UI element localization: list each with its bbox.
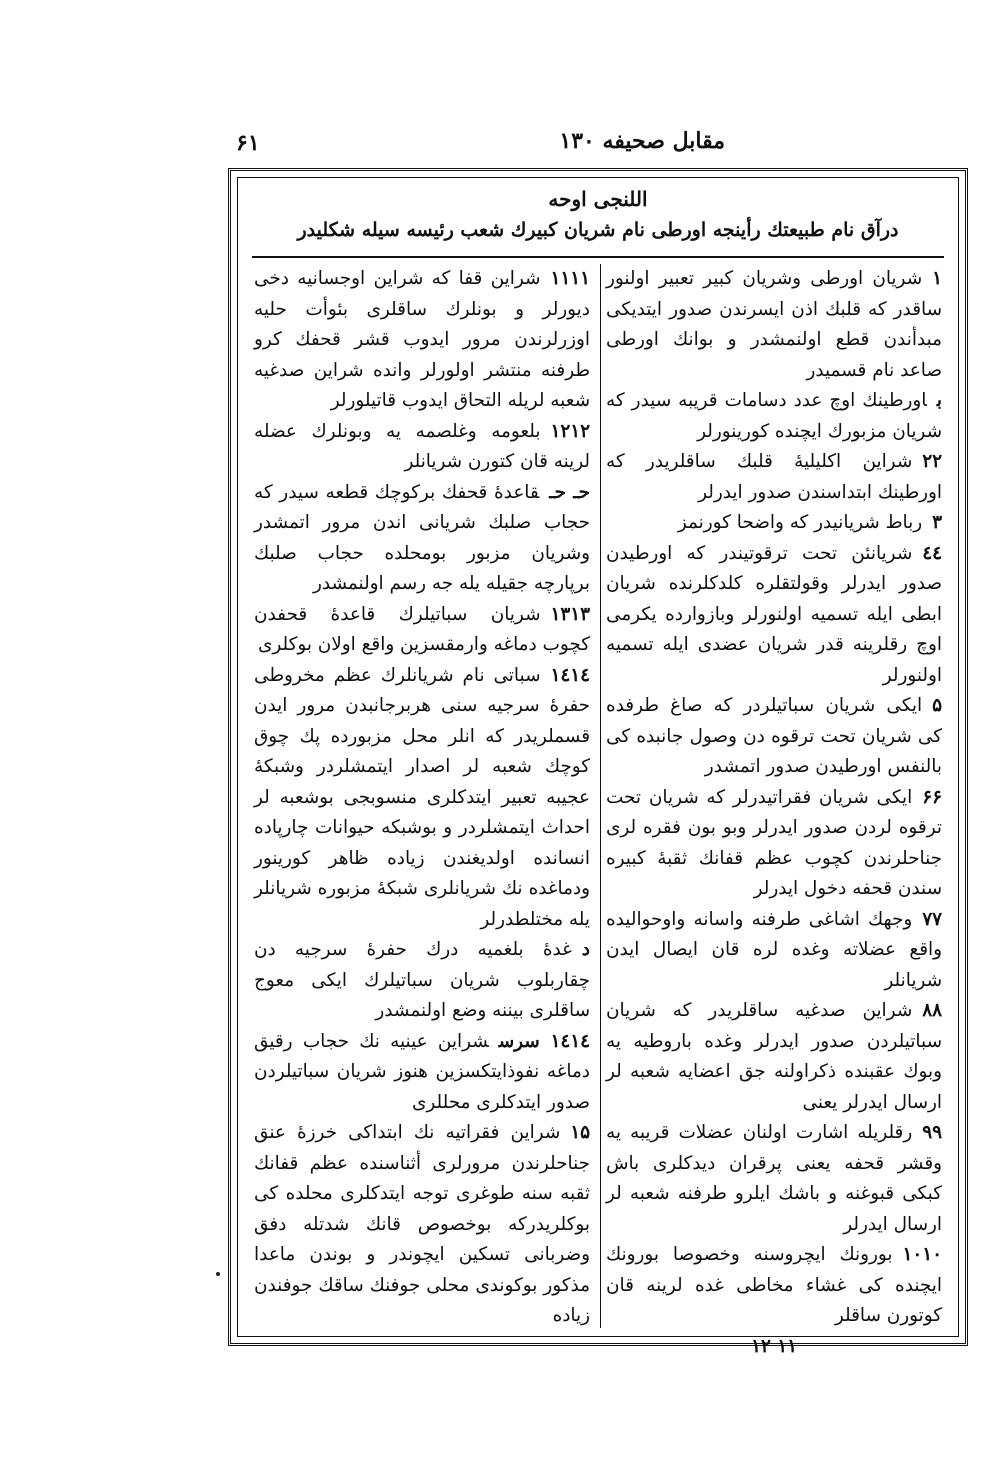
entry	[606, 386, 942, 447]
entry-number: ۱	[932, 268, 942, 289]
entry	[606, 691, 942, 783]
entry-text: شراین فقراتیه نك ابتداكی خرزهٔ عنق جناحلرندن مرورلری أثناسنده عظم قفانك ثقبه سنه طوغری توجه ایتدكلری محلده كی بوكلریدركه بوخصوص قانك شدتله دفق وضربانی تسكین ایچوندر و بوندن ماعدا مذكور بوكوندی محلی جوفنك ساقك جوفندن زیاده	[254, 1122, 590, 1326]
entry-text: شراین عینیه نك حجاب رقیق دماغه نفوذایتكسزین هنوز شریان سباتیلردن صدور ایتدكلری محللری	[254, 1030, 590, 1113]
entry	[606, 508, 942, 539]
entry-number: ۵	[932, 695, 942, 716]
entry-text: شراین قفا كه شراین اوجسانیه دخی دیورلر و بونلرك ساقلری بئوأت حلیه اوزرلرندن مرور ایدوب قشر قحفك كرو طرفنه منتشر اولورلر وانده شراین صدغیه شعبه لریله التحاق ایدوب قاتیلورلر	[254, 268, 590, 411]
entry	[254, 935, 590, 1027]
entry-number: د	[581, 939, 590, 960]
entry	[606, 905, 942, 997]
entry-number: ۱٤۱٤	[550, 664, 590, 686]
entry-text: شراین صدغیه ساقلریدر كه شریان سباتیلردن صدور ایدرلر وغده باروطیه یه وبوك عقبنده ذكراولنه جق اعضایه شعبه لر ارسال ایدرلر یعنی	[606, 1000, 942, 1113]
entry	[254, 264, 590, 417]
entry	[606, 996, 942, 1118]
entry	[254, 1118, 590, 1332]
entry-text: شراین اكلیلیهٔ قلبك ساقلریدر كه اورطینك ابتداسندن صدور ایدرلر	[606, 451, 942, 503]
entry-text: رباط شریانیدر كه واضحا كورنمز	[677, 512, 923, 533]
page-number: ۶۱	[236, 130, 260, 156]
entry-text: شریان اورطی وشریان كبیر تعبیر اولنور ساقدر كه قلبك اذن ایسرندن صدور ایتدیكی مبدأندن قطع اولنمشدر و بوانك اورطی صاعد نام قسمیدر	[606, 268, 942, 381]
text-columns	[248, 264, 948, 1357]
entry	[606, 447, 942, 508]
entry-text: رقلریله اشارت اولنان عضلات قریبه یه وقشر قحفه یعنی پرقران دیدكلری باش كبكی قبوغنه و باشك ایلرو طرفنه شعبه لر ارسال ایدرلر	[606, 1122, 942, 1235]
entry-number: ۳	[932, 512, 942, 533]
entry-text: ایكی شریان سباتیلردر كه صاغ طرفده كی شریان تحت ترقوه دن وصول جانبده كی بالنفس اورطیدن صدور اتمشدر	[606, 695, 942, 777]
entry-number: ۱۲۱۲	[550, 420, 590, 442]
entry-text: شریانئن تحت ترقوتیندر كه اورطیدن صدور ایدرلر وقولتقلره كلدكلرنده شریان ابطی ایله تسمیه اولنورلر وبازوارده یكرمی اوچ رقلرینه قدر شریان عضدی ایله تسمیه اولنورلر	[606, 542, 942, 686]
entry-number: ۱۵	[570, 1122, 590, 1143]
entry	[254, 417, 590, 478]
entry	[606, 1118, 942, 1240]
entry	[254, 478, 590, 600]
entry-number: ۸۸	[922, 1000, 942, 1021]
entry-text: وجهك اشاغی طرفنه واسانه واوحوالیده واقع عضلاته وغده لره قان ایصال ایدن شریانلر	[606, 908, 942, 991]
right-column	[600, 264, 948, 1357]
entry-number: ۷۷	[922, 908, 942, 930]
entry-text: سباتی نام شریانلرك عظم مخروطی حفرهٔ سرجیه سنی هربرجانبدن مرور ایدن قسملریدر كه انلر محل مزبورده پك چوق كوچك شعبه لر اصدار ایتمشلردر وشبكهٔ عجیبه تعبیر ایتدكلری منسوبجی بوشعبه لر احداث ایتمشلردر و بوشبكه حیوانات چارپاده انسانده اولدیغندن زیاده ظاهر كورینور ودماغده نك شریانلری شبكهٔ مزبوره شریانلر یله مختلطدرلر	[254, 664, 590, 930]
entry-number: ب	[936, 390, 942, 411]
entry	[606, 1332, 942, 1363]
entry-text: اورطینك اوچ عدد دسامات قریبه سیدر كه شریان مزبورك ایچنده كورینورلر	[606, 390, 942, 442]
column-divider	[600, 264, 601, 1328]
entry-number: ۱۳۱۳	[550, 603, 590, 625]
plate-frame-inner	[237, 177, 959, 1357]
entry-number: ۲۲	[922, 451, 942, 472]
entry-text: بلعومه وغلصمه یه وبونلرك عضله لرینه قان كتورن شریانلر	[254, 420, 590, 472]
plate-heading	[252, 184, 944, 258]
entry-text: ۱۱ ۱۲	[751, 1335, 797, 1357]
entry-number: ۶۶	[922, 786, 942, 808]
left-column	[248, 264, 596, 1328]
entry-text: قاعدهٔ قحفك بركوچك قطعه سیدر كه حجاب صلبك شریانی اندن مرور اتمشدر وشریان مزبور بومحلده حجاب صلبك برپارچه جقیله یله جه رسم اولنمشدر	[254, 481, 590, 594]
plate-title: اللنجی اوحه	[548, 187, 648, 211]
entry-text: شریان سباتیلرك قاعدهٔ قحفدن كچوب دماغه وارمقسزین واقع اولان بوكلری	[254, 603, 590, 655]
plate-caption: درآق نام طبیعتك رأینجه اورطی نام شریان كبیرك شعب رئیسه سیله شكلیدر	[297, 219, 899, 241]
header-title: مقابل صحیفه ۱۳۰	[559, 128, 725, 154]
entry	[606, 539, 942, 692]
entry	[606, 264, 942, 386]
entry	[254, 1027, 590, 1119]
entry	[254, 600, 590, 661]
entry-number: ۹۹	[922, 1122, 942, 1143]
entry-number: ۱٤۱٤ سرس	[498, 1030, 590, 1052]
entry-text: ایكی شریان فقراتیدرلر كه شریان تحت ترقوه لردن صدور ایدرلر وبو بون فقره لری جناحلرندن كچوب عظم قفانك ثقبهٔ كبیره سندن قحفه دخول ایدرلر	[606, 786, 942, 899]
entry-number: ۱۱۱۱	[550, 268, 590, 289]
entry-text: بورونك ایچروسنه وخصوصا بورونك ایچنده كی غشاء مخاطی غده لرینه قان كوتورن ساقلر	[606, 1244, 942, 1326]
entry-number: ۱۰۱۰	[902, 1244, 942, 1265]
entry-number: حـ حـ	[549, 481, 590, 503]
entry	[606, 1240, 942, 1332]
entry-number: ٤٤	[922, 542, 942, 564]
entry	[606, 783, 942, 905]
running-header	[230, 122, 975, 166]
plate-frame	[228, 168, 968, 1357]
stray-mark	[216, 1272, 220, 1276]
entry-text: غدهٔ بلغمیه درك حفرهٔ سرجیه دن چقاربلوب شریان سباتیلرك ایكی معوج ساقلری بیننه وضع اولنمشدر	[254, 939, 590, 1021]
entry	[254, 661, 590, 936]
